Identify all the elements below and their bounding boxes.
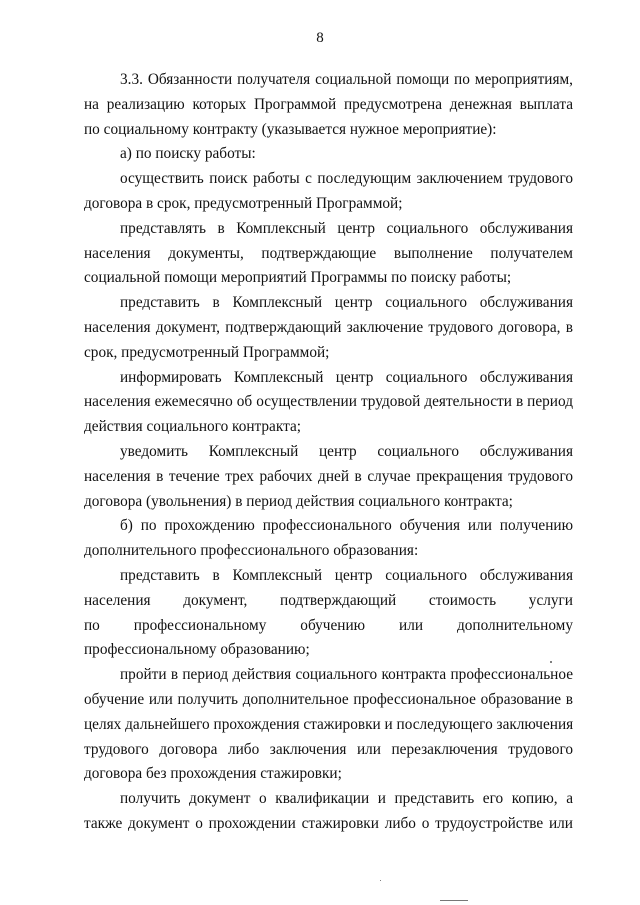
text-line: договора без прохождения стажировки;	[84, 765, 342, 783]
paragraph	[84, 564, 573, 663]
page-number: 8	[316, 30, 324, 46]
text-line: получить документ о квалификации и представить его копию, а	[120, 790, 573, 808]
text-line: срок, предусмотренный Программой;	[84, 343, 330, 361]
scan-speck	[380, 880, 381, 881]
text-line: профессиональному образованию;	[84, 641, 310, 659]
text-line: обучение или получить дополнительное профессиональное образование в	[84, 690, 573, 708]
paragraph	[84, 291, 573, 365]
document-body	[84, 68, 573, 837]
text-line: представлять в Комплексный центр социального обслуживания	[120, 219, 573, 237]
paragraph	[84, 366, 573, 440]
text-line: представить в Комплексный центр социального обслуживания	[120, 566, 573, 584]
text-line: пройти в период действия социального контракта профессиональное	[120, 666, 573, 684]
text-line: договора (увольнения) в период действия социального контракта;	[84, 492, 513, 510]
paragraph	[84, 440, 573, 514]
text-line: населения документ, подтверждающий стоимость услуги	[84, 591, 573, 609]
text-line: дополнительного профессионального образования:	[84, 542, 419, 560]
text-line: населения ежемесячно об осуществлении трудовой деятельности в период	[84, 393, 573, 411]
paragraph	[84, 167, 573, 217]
paragraph	[84, 142, 573, 167]
text-line: 3.3. Обязанности получателя социальной помощи по мероприятиям,	[120, 71, 573, 88]
paragraph	[84, 217, 573, 291]
paragraph	[84, 68, 573, 142]
scan-edge-mark	[440, 900, 468, 901]
text-line: социальной помощи мероприятий Программы по поиску работы;	[84, 269, 512, 287]
text-line: также документ о прохождении стажировки либо о трудоустройстве или	[84, 814, 573, 832]
text-line: информировать Комплексный центр социального обслуживания	[120, 368, 573, 386]
text-line: представить в Комплексный центр социального обслуживания	[120, 294, 573, 312]
text-line: населения документы, подтверждающие выполнение получателем	[84, 244, 573, 262]
paragraph	[84, 787, 573, 837]
scan-speck	[550, 661, 552, 663]
text-line: населения в течение трех рабочих дней в случае прекращения трудового	[84, 467, 573, 485]
text-line: трудового договора либо заключения или перезаключения трудового	[84, 740, 573, 758]
text-line: целях дальнейшего прохождения стажировки и последующего заключения	[84, 715, 574, 733]
text-line: действия социального контракта;	[84, 418, 301, 436]
paragraph	[84, 514, 573, 564]
text-line: договора в срок, предусмотренный Программой;	[84, 194, 403, 212]
text-line: а) по поиску работы:	[120, 145, 256, 163]
text-line: б) по прохождению профессионального обучения или получению	[120, 517, 573, 535]
text-line: осуществить поиск работы с последующим заключением трудового	[120, 170, 573, 188]
text-line: на реализацию которых Программой предусмотрена денежная выплата	[84, 95, 573, 113]
text-line: уведомить Комплексный центр социального обслуживания	[120, 442, 573, 460]
text-line: по профессиональному обучению или дополнительному	[84, 616, 573, 634]
paragraph	[84, 663, 573, 787]
text-line: по социальному контракту (указывается нужное мероприятие):	[84, 120, 497, 138]
text-line: населения документ, подтверждающий заключение трудового договора, в	[84, 318, 573, 336]
